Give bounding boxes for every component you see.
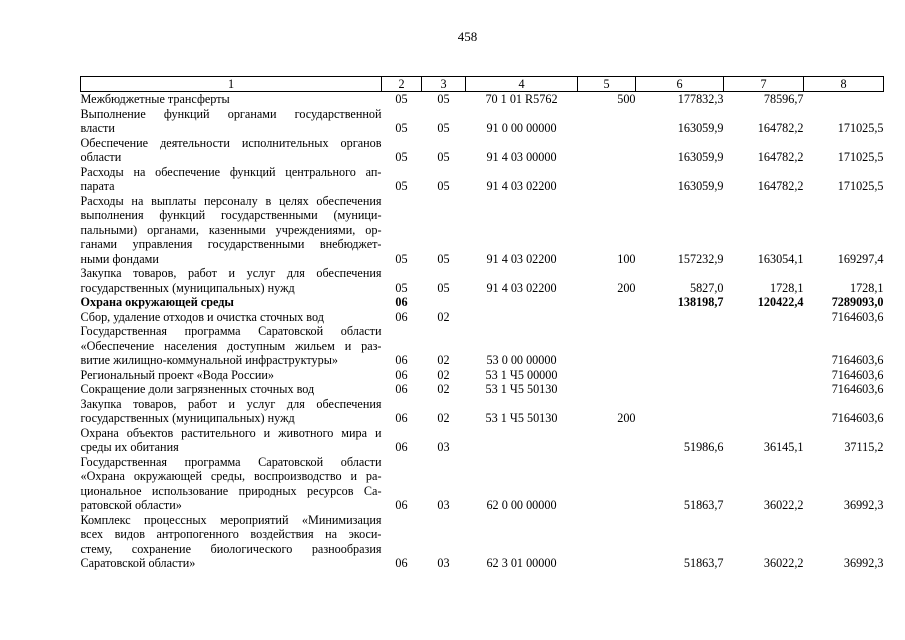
row-description: [81, 136, 382, 165]
amount-year-2: [724, 310, 804, 325]
description-line: Саратовской области»: [80, 556, 196, 570]
expense-type-code: [578, 382, 636, 397]
row-description: [81, 295, 382, 310]
section-code: 05: [395, 251, 408, 266]
table-row: [81, 368, 884, 383]
subsection-code: 05: [437, 280, 450, 295]
amount-year-1: [636, 397, 724, 426]
description-line: Межбюджетные трансферты: [80, 92, 230, 106]
row-description: [81, 92, 382, 107]
description-line: Расходы на выплаты персоналу в целях обеспечения: [80, 193, 382, 208]
amount-year-3: 171025,5: [837, 150, 884, 164]
description-line: Расходы на обеспечение функций центрального ап-: [80, 164, 382, 179]
subsection-code: 05: [437, 150, 450, 164]
description-line: Сокращение доли загрязненных сточных вод: [80, 382, 315, 396]
amount-year-1: 163059,9: [677, 121, 724, 135]
header-col-8: 8: [804, 77, 884, 92]
subsection-code: 02: [437, 309, 450, 324]
budget-table: [80, 76, 884, 571]
amount-year-1: [636, 324, 724, 368]
table-row: [81, 92, 884, 107]
subsection-code: 03: [437, 498, 450, 512]
amount-year-2: [724, 397, 804, 426]
subsection-code: [422, 295, 466, 310]
description-line: Государственная программа Саратовской области: [80, 324, 382, 338]
expense-type-code: [578, 136, 636, 165]
description-line: стему, сохранение биологического разнообразия: [80, 541, 382, 556]
amount-year-3: 36992,3: [843, 498, 884, 512]
amount-year-2: 164782,2: [757, 150, 804, 164]
description-line: ратовской области»: [80, 498, 182, 512]
subsection-code: 02: [437, 353, 450, 367]
amount-year-2: 1728,1: [769, 280, 804, 295]
target-article-code: [466, 310, 578, 325]
description-line: «Охрана окружающей среды, воспроизводство и ра-: [80, 469, 382, 483]
target-article-code: 62 3 01 00000: [486, 556, 557, 570]
subsection-code: 02: [437, 382, 450, 396]
expense-type-code: [578, 295, 636, 310]
amount-year-3: 171025,5: [837, 121, 884, 135]
amount-year-2: 120422,4: [757, 295, 804, 309]
table-row: [81, 382, 884, 397]
table-row: [81, 310, 884, 325]
table-row: [81, 397, 884, 426]
section-code: 06: [395, 353, 408, 367]
description-line: области: [80, 150, 122, 164]
target-article-code: 62 0 00 00000: [486, 498, 557, 512]
amount-year-2: 36022,2: [763, 556, 804, 570]
expense-type-code: 500: [617, 92, 636, 106]
row-description: [81, 165, 382, 194]
section-code: 06: [395, 382, 408, 396]
section-code: 06: [395, 295, 408, 309]
description-line: Выполнение функций органами государственной: [80, 106, 382, 121]
expense-type-code: [578, 426, 636, 455]
section-code: 05: [395, 121, 408, 135]
amount-year-3: 169297,4: [837, 251, 884, 266]
description-line: всех видов антропогенного воздействия на экоси-: [80, 527, 382, 541]
target-article-code: 91 4 03 02200: [486, 251, 557, 266]
amount-year-1: 138198,7: [677, 295, 724, 309]
amount-year-1: 5827,0: [689, 280, 724, 295]
description-line: «Обеспечение населения доступным жильем и раз-: [80, 338, 382, 353]
subsection-code: 05: [437, 251, 450, 266]
amount-year-1: [636, 382, 724, 397]
section-code: 05: [395, 150, 408, 164]
table-row: [81, 266, 884, 295]
amount-year-2: [724, 368, 804, 383]
row-description: [81, 194, 382, 267]
row-description: [81, 513, 382, 571]
section-code: 06: [395, 556, 408, 570]
description-line: государственных (муниципальных) нужд: [80, 411, 295, 425]
table-row: [81, 165, 884, 194]
header-col-6: 6: [636, 77, 724, 92]
amount-year-3: 1728,1: [849, 280, 884, 295]
header-col-4: 4: [466, 77, 578, 92]
subsection-code: 02: [437, 411, 450, 425]
description-line: ганами управления государственными внебюджет-: [80, 237, 382, 251]
target-article-code: 53 1 Ч5 00000: [485, 367, 558, 382]
description-line: выполнения функций государственными (муници-: [80, 208, 382, 222]
description-line: пальными) органами, казенными учреждениями, ор-: [80, 222, 382, 237]
amount-year-2: 36145,1: [763, 440, 804, 454]
section-code: 06: [395, 440, 408, 454]
amount-year-3: 7164603,6: [831, 309, 884, 324]
amount-year-1: 51863,7: [683, 556, 724, 570]
row-description: [81, 324, 382, 368]
row-description: [81, 266, 382, 295]
description-line: витие жилищно-коммунальной инфраструктуры»: [80, 353, 338, 367]
header-col-3: 3: [422, 77, 466, 92]
amount-year-2: 36022,2: [763, 498, 804, 512]
description-line: власти: [80, 121, 115, 135]
page-number: 458: [457, 29, 478, 44]
target-article-code: 53 1 Ч5 50130: [485, 382, 558, 396]
expense-type-code: [578, 310, 636, 325]
subsection-code: 02: [437, 367, 450, 382]
subsection-code: 05: [437, 179, 450, 193]
table-row: [81, 426, 884, 455]
row-description: [81, 107, 382, 136]
amount-year-1: [636, 368, 724, 383]
amount-year-1: 51986,6: [683, 440, 724, 454]
section-code: 06: [395, 411, 408, 425]
amount-year-3: 7164603,6: [831, 353, 884, 367]
section-code: 06: [395, 367, 408, 382]
subsection-code: 05: [437, 92, 450, 106]
expense-type-code: [578, 368, 636, 383]
amount-year-2: 164782,2: [757, 179, 804, 193]
target-article-code: 91 4 03 02200: [486, 179, 557, 193]
target-article-code: [466, 426, 578, 455]
row-description: [81, 455, 382, 513]
table-row: [81, 513, 884, 571]
expense-type-code: 200: [617, 411, 636, 425]
amount-year-1: 51863,7: [683, 498, 724, 512]
description-line: Комплекс процессных мероприятий «Минимизация: [80, 512, 382, 527]
header-col-7: 7: [724, 77, 804, 92]
section-code: 06: [395, 309, 408, 324]
section-code: 05: [395, 280, 408, 295]
description-line: ными фондами: [80, 251, 159, 266]
amount-year-1: 163059,9: [677, 150, 724, 164]
amount-year-3: 171025,5: [837, 179, 884, 193]
subsection-code: 05: [437, 121, 450, 135]
target-article-code: 91 4 03 00000: [486, 150, 557, 164]
description-line: Закупка товаров, работ и услуг для обеспечения: [80, 396, 382, 411]
amount-year-2: 78596,7: [763, 92, 804, 106]
header-col-1: 1: [81, 77, 382, 92]
expense-type-code: [578, 513, 636, 571]
amount-year-3: 7164603,6: [831, 367, 884, 382]
amount-year-3: [804, 92, 884, 107]
target-article-code: [466, 295, 578, 310]
amount-year-3: 7164603,6: [831, 382, 884, 396]
row-description: [81, 368, 382, 383]
header-col-5: 5: [578, 77, 636, 92]
table-body: [81, 92, 884, 571]
target-article-code: 53 1 Ч5 50130: [485, 411, 558, 425]
target-article-code: 91 0 00 00000: [486, 121, 557, 135]
row-description: [81, 397, 382, 426]
amount-year-3: 37115,2: [844, 440, 884, 454]
amount-year-2: 163054,1: [757, 251, 804, 266]
section-code: 05: [395, 179, 408, 193]
amount-year-1: 163059,9: [677, 179, 724, 193]
target-article-code: 53 0 00 00000: [486, 353, 557, 367]
expense-type-code: [578, 455, 636, 513]
expense-type-code: [578, 107, 636, 136]
target-article-code: 91 4 03 02200: [486, 280, 557, 295]
table-row: [81, 136, 884, 165]
description-line: государственных (муниципальных) нужд: [80, 280, 295, 295]
description-line: парата: [80, 179, 115, 193]
row-description: [81, 426, 382, 455]
description-line: Охрана окружающей среды: [80, 295, 234, 309]
row-description: [81, 382, 382, 397]
header-row: [81, 77, 884, 92]
description-line: Сбор, удаление отходов и очистка сточных вод: [80, 309, 324, 324]
table-row: [81, 194, 884, 267]
expense-type-code: 100: [617, 251, 636, 266]
description-line: Региональный проект «Вода России»: [80, 367, 274, 382]
amount-year-2: [724, 382, 804, 397]
description-line: Государственная программа Саратовской области: [80, 454, 382, 469]
expense-type-code: [578, 165, 636, 194]
section-code: 06: [395, 498, 408, 512]
description-line: Охрана объектов растительного и животного мира и: [80, 425, 382, 440]
row-description: [81, 310, 382, 325]
table-row: [81, 295, 884, 310]
description-line: среды их обитания: [80, 440, 179, 454]
amount-year-2: 164782,2: [757, 121, 804, 135]
table-row: [81, 324, 884, 368]
expense-type-code: [578, 324, 636, 368]
description-line: Закупка товаров, работ и услуг для обеспечения: [80, 266, 382, 280]
description-line: Обеспечение деятельности исполнительных органов: [80, 135, 382, 150]
amount-year-3: 36992,3: [843, 556, 884, 570]
section-code: 05: [395, 92, 408, 106]
subsection-code: 03: [437, 556, 450, 570]
table-row: [81, 107, 884, 136]
amount-year-2: [724, 324, 804, 368]
subsection-code: 03: [437, 440, 450, 454]
amount-year-3: 7289093,0: [831, 295, 884, 309]
header-col-2: 2: [382, 77, 422, 92]
description-line: циональное использование природных ресурсов Са-: [80, 483, 382, 498]
target-article-code: 70 1 01 R5762: [485, 92, 558, 106]
amount-year-1: 177832,3: [677, 92, 724, 106]
amount-year-1: 157232,9: [677, 251, 724, 266]
amount-year-3: 7164603,6: [831, 411, 884, 425]
expense-type-code: 200: [617, 280, 636, 295]
table-row: [81, 455, 884, 513]
amount-year-1: [636, 310, 724, 325]
